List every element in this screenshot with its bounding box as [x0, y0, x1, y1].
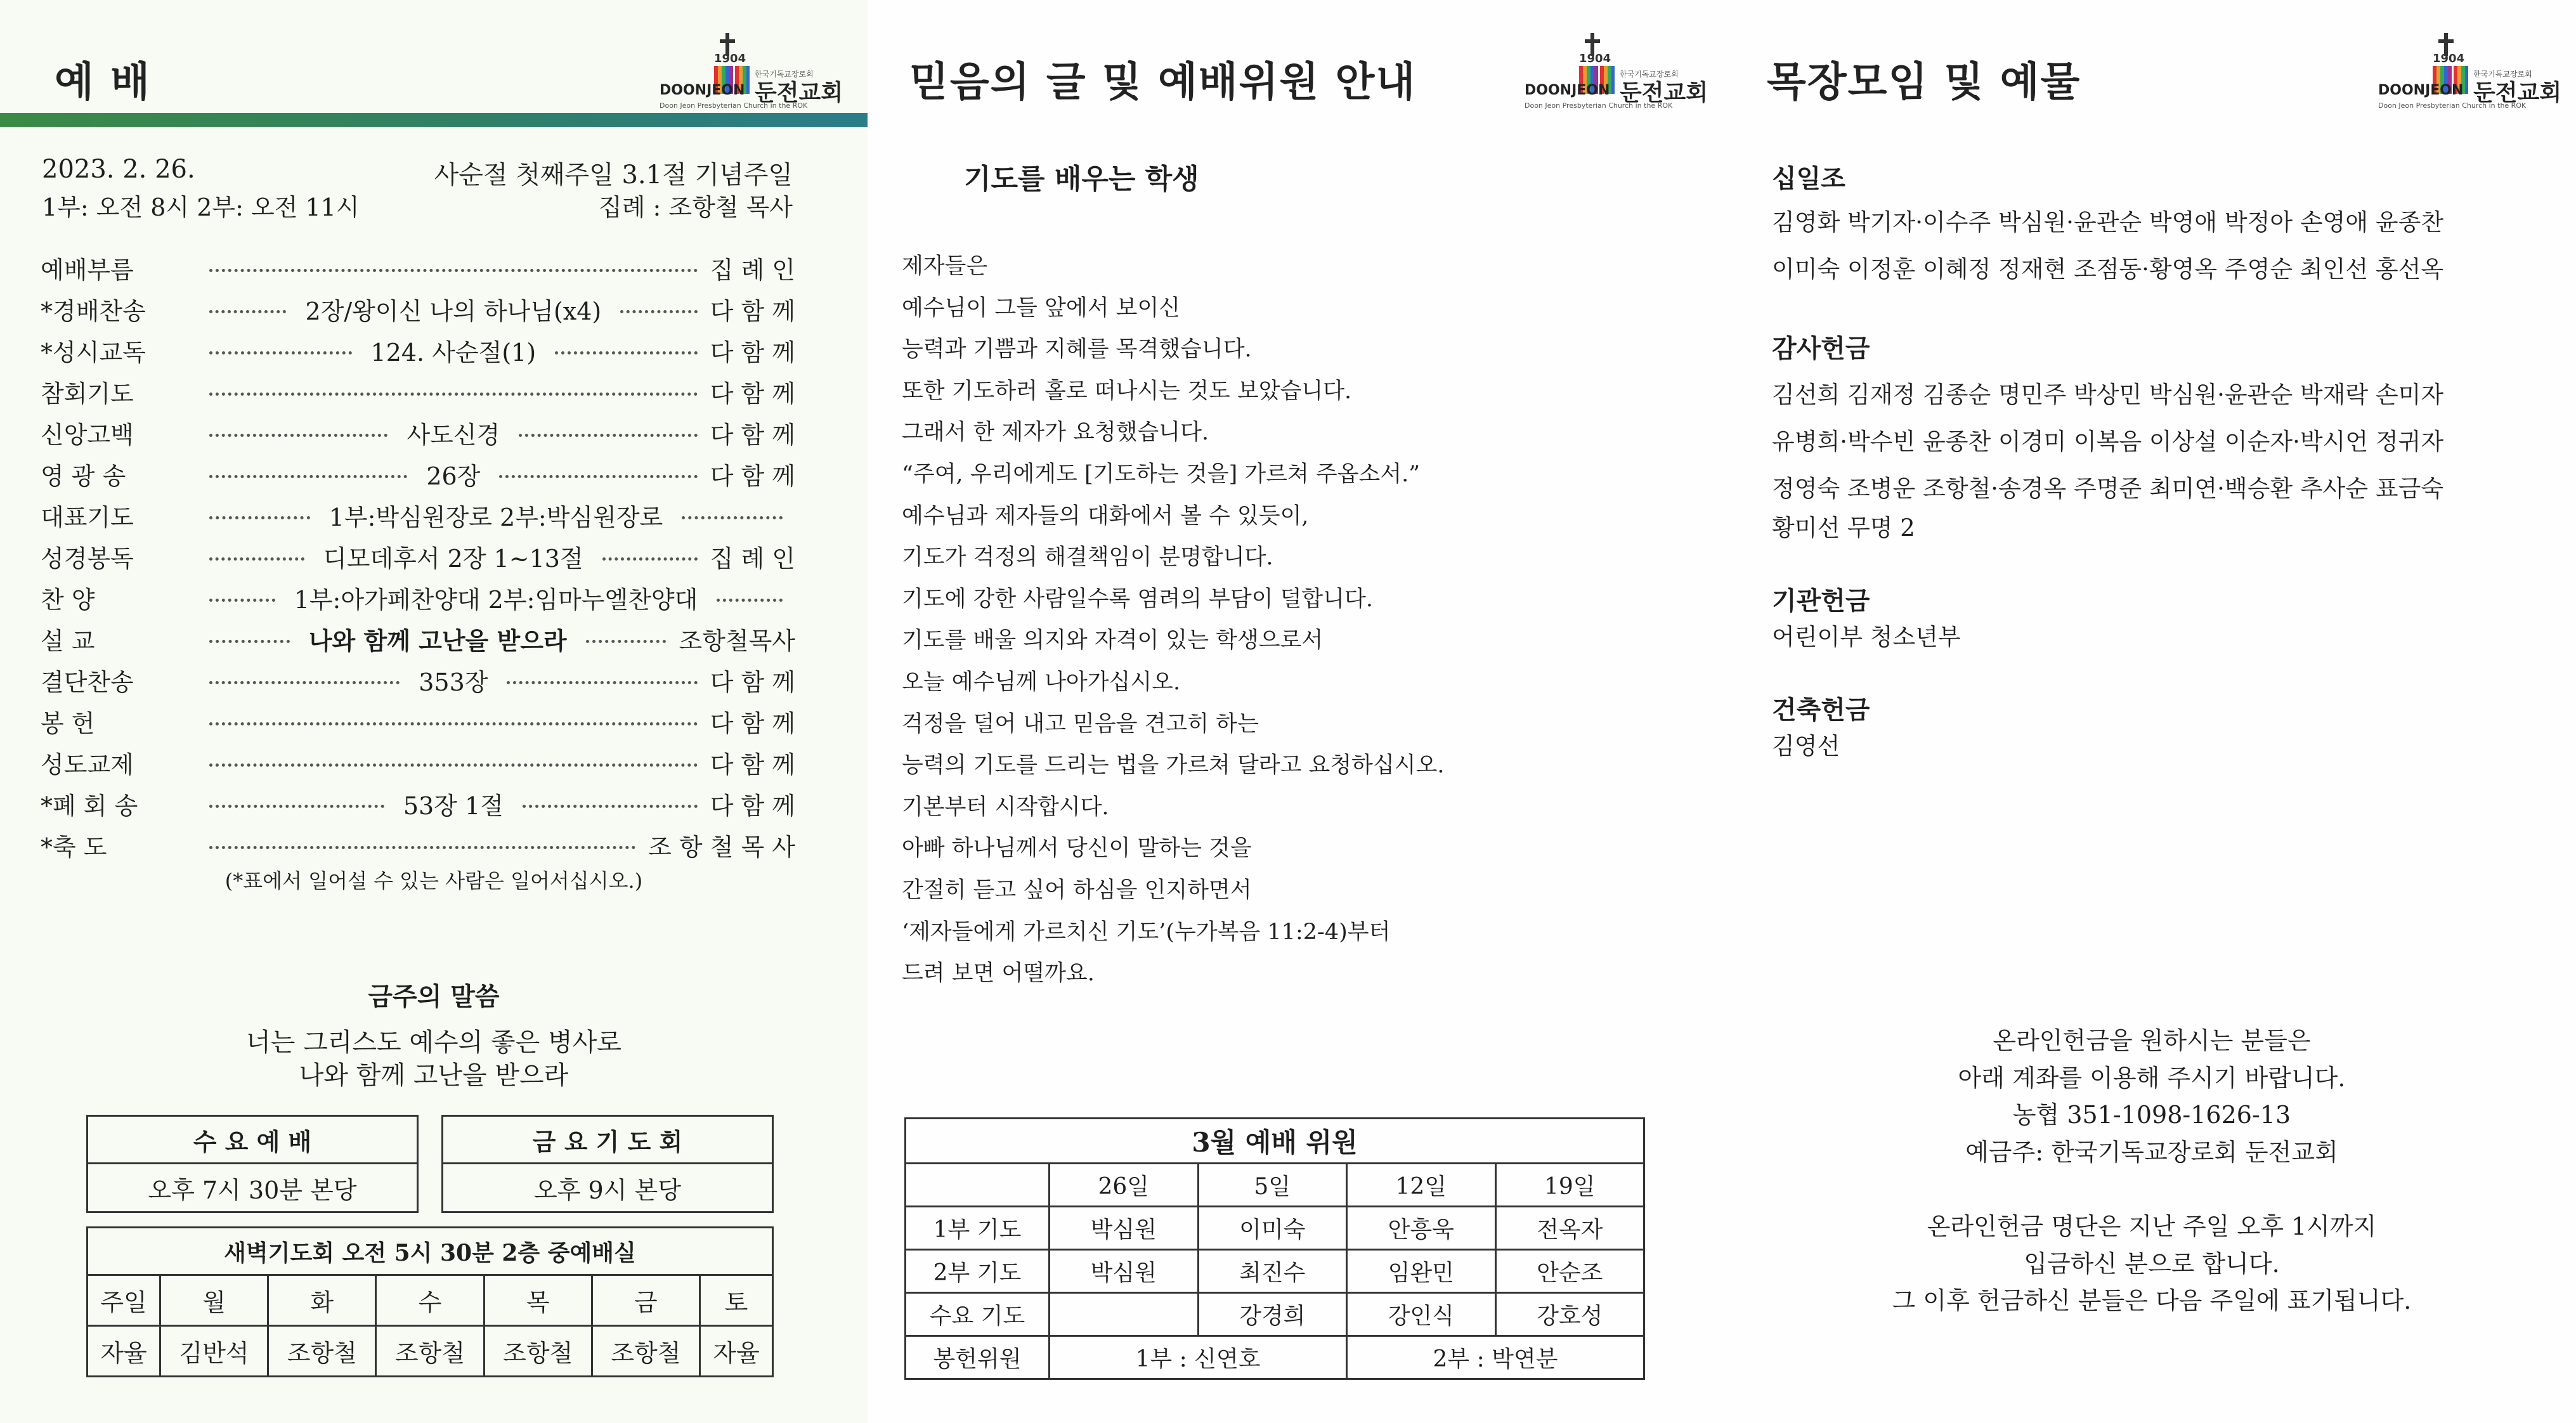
- staff-name: 강경희: [1198, 1293, 1347, 1336]
- staff-row: [906, 1207, 1644, 1250]
- order-middle: [197, 663, 710, 698]
- service-occasion: 사순절 첫째주일 3.1절 기념주일: [434, 160, 793, 190]
- essay-line: 기도에 강한 사람일수록 염려의 부담이 덜합니다.: [902, 586, 1373, 612]
- order-label: 성도교제: [41, 750, 134, 779]
- dawn-day: 화: [268, 1275, 376, 1326]
- order-row: [41, 455, 795, 493]
- order-leader: 다 함 께: [710, 668, 795, 696]
- officiant: 집례 : 조항철 목사: [599, 193, 793, 221]
- order-row: [41, 331, 795, 369]
- staff-name: 최진수: [1198, 1250, 1347, 1293]
- church-logo: 1904 한국기독교장로회 DOONJEON 둔전교회 Doon Jeon Presbyterian Church in the ROK: [660, 33, 850, 109]
- order-middle: [197, 292, 710, 327]
- order-row: [41, 702, 795, 740]
- dawn-leader: 김반석: [160, 1326, 268, 1377]
- order-label: 찬 양: [41, 585, 95, 614]
- order-row: [41, 537, 795, 575]
- order-leader: 다 함 께: [710, 462, 795, 490]
- dawn-day: 월: [160, 1275, 268, 1326]
- friday-prayer-box: [441, 1115, 774, 1213]
- org-line: 어린이부 청소년부: [1772, 623, 1961, 651]
- order-label: 봉 헌: [41, 709, 95, 737]
- order-leader: 집 례 인: [710, 544, 795, 573]
- build-line: 김영선: [1772, 732, 1840, 760]
- order-leader: 다 함 께: [710, 709, 795, 737]
- essay-line: 오늘 예수님께 나아가십시오.: [902, 670, 1181, 695]
- verse-title: 금주의 말씀: [368, 982, 500, 1011]
- tithe-title: 십일조: [1772, 164, 1845, 193]
- dawn-leader: 조항철: [484, 1326, 592, 1377]
- essay-line: “주여, 우리에게도 [기도하는 것을] 가르쳐 주옵소서.”: [902, 462, 1421, 487]
- staff-name: 강호성: [1495, 1293, 1644, 1336]
- dawn-day: 목: [484, 1275, 592, 1326]
- dawn-leader: 조항철: [268, 1326, 376, 1377]
- order-leader: 다 함 께: [710, 420, 795, 449]
- essay-line: 걱정을 덜어 내고 믿음을 견고히 하는: [902, 711, 1259, 737]
- order-middle: [197, 720, 710, 723]
- order-label: *축 도: [41, 833, 107, 861]
- order-leader: 조항철목사: [679, 627, 795, 655]
- staff-corner: [906, 1164, 1050, 1207]
- dawn-prayer-table: [86, 1226, 774, 1377]
- faith-panel: [868, 0, 1727, 1423]
- order-middle: [197, 580, 795, 615]
- order-label: *폐 회 송: [41, 791, 138, 820]
- staff-date: 19일: [1495, 1164, 1644, 1207]
- order-detail: 124. 사순절(1): [365, 333, 543, 368]
- thanks-title: 감사헌금: [1772, 334, 1870, 363]
- thanks-line: 정영숙 조병운 조항철·송경옥 주명준 최미연·백승환 추사순 표금숙: [1772, 475, 2444, 502]
- order-leader: 조 항 철 목 사: [648, 833, 795, 861]
- offerings-panel: [1727, 0, 2576, 1423]
- order-middle: [197, 539, 710, 574]
- order-label: 예배부름: [41, 256, 134, 284]
- offering-2: 2부 : 박연분: [1347, 1336, 1644, 1379]
- order-row: [41, 826, 795, 864]
- order-middle: [197, 266, 710, 270]
- thanks-line: 유병희·박수빈 윤종찬 이경미 이복음 이상설 이순자·박시언 정귀자: [1772, 428, 2444, 455]
- notice-line: 농협 351-1098-1626-13: [2012, 1101, 2291, 1129]
- dawn-day: 토: [699, 1275, 772, 1326]
- dawn-day: 수: [376, 1275, 484, 1326]
- order-middle: [197, 457, 710, 491]
- essay-line: 능력과 기쁨과 지혜를 목격했습니다.: [902, 337, 1252, 363]
- org-title: 기관헌금: [1772, 586, 1870, 616]
- staff-date: 5일: [1198, 1164, 1347, 1207]
- order-row: [41, 290, 795, 328]
- order-label: 성경봉독: [41, 544, 134, 573]
- verse-line-1: 너는 그리스도 예수의 좋은 병사로: [246, 1028, 621, 1057]
- order-middle: [197, 761, 710, 764]
- dawn-leader: 조항철: [376, 1326, 484, 1377]
- stand-note: (*표에서 일어설 수 있는 사람은 일어서십시오.): [224, 869, 643, 893]
- order-leader: 다 함 께: [710, 379, 795, 408]
- order-row: [41, 620, 795, 658]
- order-leader: 다 함 께: [710, 338, 795, 367]
- staff-date: 12일: [1347, 1164, 1496, 1207]
- order-leader: 다 함 께: [710, 750, 795, 779]
- order-middle: [197, 498, 795, 533]
- order-detail: 26장: [420, 457, 486, 491]
- dawn-leader: 조항철: [592, 1326, 699, 1377]
- staff-row: [906, 1293, 1644, 1336]
- staff-name: 박심원: [1050, 1207, 1199, 1250]
- order-row: [41, 372, 795, 410]
- order-label: 참회기도: [41, 379, 134, 408]
- friday-title: 금 요 기 도 회: [443, 1116, 773, 1164]
- order-label: 영 광 송: [41, 462, 126, 490]
- verse-line-2: 나와 함께 고난을 받으라: [299, 1061, 569, 1090]
- offering-role: 봉헌위원: [906, 1336, 1050, 1379]
- staff-name: 안순조: [1495, 1250, 1644, 1293]
- order-detail: 353장: [412, 663, 494, 698]
- order-middle: [197, 415, 710, 450]
- staff-title: 3월 예배 위원: [906, 1119, 1644, 1164]
- order-label: 설 교: [41, 627, 95, 655]
- dawn-title: 새벽기도회 오전 5시 30분 2층 중예배실: [88, 1228, 773, 1275]
- offerings-title: 목장모임 및 예물: [1767, 59, 2081, 106]
- essay-line: ‘제자들에게 가르치신 기도’(누가복음 11:2-4)부터: [902, 919, 1391, 945]
- essay-line: 기도가 걱정의 해결책임이 분명합니다.: [902, 545, 1273, 571]
- essay-line: 기도를 배울 의지와 자격이 있는 학생으로서: [902, 628, 1324, 654]
- essay-line: 기본부터 시작합시다.: [902, 794, 1109, 820]
- staff-row: [906, 1250, 1644, 1293]
- staff-role: 수요 기도: [906, 1293, 1050, 1336]
- essay-line: 예수님이 그들 앞에서 보이신: [902, 295, 1181, 321]
- wednesday-time: 오후 7시 30분 본당: [88, 1164, 418, 1212]
- church-logo: 1904 한국기독교장로회 DOONJEON 둔전교회 Doon Jeon Presbyterian Church in the ROK: [2378, 33, 2568, 109]
- essay-line: 예수님과 제자들의 대화에서 볼 수 있듯이,: [902, 503, 1309, 529]
- staff-name: 강인식: [1347, 1293, 1496, 1336]
- staff-name: 전옥자: [1495, 1207, 1644, 1250]
- notice-line: 온라인헌금 명단은 지난 주일 오후 1시까지: [1927, 1212, 2377, 1240]
- thanks-line: 김선희 김재정 김종순 명민주 박상민 박심원·윤관순 박재락 손미자: [1772, 381, 2444, 408]
- essay-line: 그래서 한 제자가 요청했습니다.: [902, 420, 1209, 446]
- worship-title: 예 배: [55, 59, 151, 106]
- order-label: *경배찬송: [41, 297, 146, 325]
- build-title: 건축헌금: [1772, 695, 1870, 725]
- staff-role: 2부 기도: [906, 1250, 1050, 1293]
- order-leader: 다 함 께: [710, 297, 795, 325]
- staff-name: 이미숙: [1198, 1207, 1347, 1250]
- staff-name: 박심원: [1050, 1250, 1199, 1293]
- order-detail: 디모데후서 2장 1~13절: [317, 539, 590, 574]
- order-middle: [197, 390, 710, 393]
- order-row: [41, 743, 795, 781]
- essay-line: 아빠 하나님께서 당신이 말하는 것을: [902, 836, 1252, 862]
- order-detail: 53장 1절: [397, 786, 510, 821]
- faith-title: 믿음의 글 및 예배위원 안내: [909, 59, 1417, 106]
- notice-line: 예금주: 한국기독교장로회 둔전교회: [1965, 1138, 2338, 1166]
- notice-line: 온라인헌금을 원하시는 분들은: [1993, 1027, 2311, 1055]
- staff-name: [1050, 1293, 1199, 1336]
- notice-line: 아래 계좌를 이용해 주시기 바랍니다.: [1958, 1063, 2346, 1092]
- staff-role: 1부 기도: [906, 1207, 1050, 1250]
- worship-panel: [0, 0, 868, 1423]
- service-date: 2023. 2. 26.: [42, 155, 195, 184]
- order-row: [41, 661, 795, 699]
- order-detail: 2장/왕이신 나의 하나님(x4): [299, 292, 608, 327]
- friday-time: 오후 9시 본당: [443, 1164, 773, 1212]
- essay-line: 드려 보면 어떨까요.: [902, 961, 1095, 987]
- green-divider: [0, 113, 868, 127]
- order-row: [41, 496, 795, 534]
- order-leader: 집 례 인: [710, 256, 795, 284]
- order-detail: 사도신경: [400, 415, 506, 450]
- order-label: 신앙고백: [41, 420, 134, 449]
- essay-line: 능력의 기도를 드리는 법을 가르쳐 달라고 요청하십시오.: [902, 753, 1445, 779]
- order-middle: [197, 621, 679, 656]
- dawn-day: 금: [592, 1275, 699, 1326]
- dawn-day: 주일: [88, 1275, 160, 1326]
- notice-line: 그 이후 헌금하신 분들은 다음 주일에 표기됩니다.: [1892, 1287, 2412, 1315]
- order-middle: [197, 333, 710, 368]
- order-middle: [197, 786, 710, 821]
- staff-name: 안흥욱: [1347, 1207, 1496, 1250]
- order-row: [41, 413, 795, 452]
- tithe-line: 김영화 박기자·이수주 박심원·윤관순 박영애 박정아 손영애 윤종찬: [1772, 209, 2444, 236]
- order-middle: [197, 843, 648, 847]
- order-detail: 1부:박심원장로 2부:박심원장로: [323, 498, 670, 533]
- dawn-leader: 자율: [88, 1326, 160, 1377]
- essay-title: 기도를 배우는 학생: [964, 163, 1199, 195]
- tithe-line: 이미숙 이정훈 이혜정 정재현 조점동·황영옥 주영순 최인선 홍선옥: [1772, 256, 2444, 283]
- wednesday-service-box: [86, 1115, 419, 1213]
- essay-line: 제자들은: [902, 254, 988, 279]
- order-row: [41, 784, 795, 822]
- wednesday-title: 수 요 예 배: [88, 1116, 418, 1164]
- essay-line: 또한 기도하러 홀로 떠나시는 것도 보았습니다.: [902, 378, 1352, 404]
- thanks-line: 황미선 무명 2: [1772, 514, 1915, 542]
- essay-line: 간절히 듣고 싶어 하심을 인지하면서: [902, 878, 1252, 903]
- order-detail: 나와 함께 고난을 받으라: [302, 621, 573, 656]
- order-label: *성시교독: [41, 338, 146, 367]
- offering-1: 1부 : 신연호: [1050, 1336, 1347, 1379]
- dawn-leader: 자율: [699, 1326, 772, 1377]
- staff-date: 26일: [1050, 1164, 1199, 1207]
- notice-line: 입금하신 분으로 합니다.: [2024, 1249, 2280, 1278]
- march-staff-table: [904, 1117, 1645, 1380]
- order-leader: 다 함 께: [710, 791, 795, 820]
- order-label: 결단찬송: [41, 668, 134, 696]
- order-row: [41, 578, 795, 616]
- order-label: 대표기도: [41, 503, 134, 531]
- staff-name: 임완민: [1347, 1250, 1496, 1293]
- order-row: [41, 249, 795, 287]
- church-logo: 1904 한국기독교장로회 DOONJEON 둔전교회 Doon Jeon Presbyterian Church in the ROK: [1525, 33, 1715, 109]
- order-detail: 1부:아가페찬양대 2부:임마누엘찬양대: [288, 580, 705, 615]
- service-times: 1부: 오전 8시 2부: 오전 11시: [42, 193, 360, 221]
